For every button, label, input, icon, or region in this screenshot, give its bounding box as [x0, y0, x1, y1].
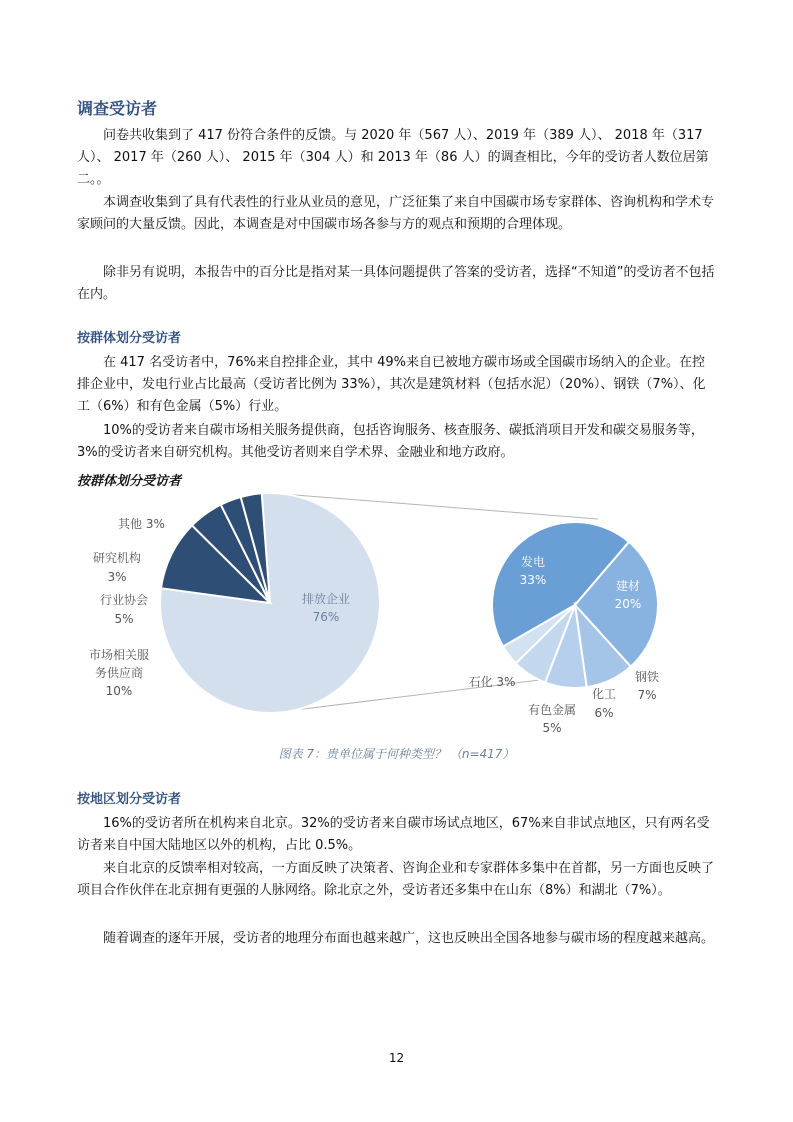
- page-number: 12: [388, 1051, 405, 1065]
- label-service: 市场相关服: [88, 648, 150, 662]
- label-nonferrous-value: 5%: [542, 721, 562, 735]
- label-building-materials: 建材: [615, 579, 641, 593]
- figure-caption: 图表 7：贵单位属于何种类型？ （n=417）: [278, 747, 515, 761]
- label-power: 发电: [520, 555, 546, 569]
- respondent-group-pie-chart: [0, 490, 793, 740]
- label-association: 行业协会: [99, 593, 149, 607]
- region-paragraph: 随着调查的逐年开展，受访者的地理分布面也越来越广，这也反映出全国各地参与碳市场的程度越来越高。: [103, 931, 715, 946]
- label-service-line2: 务供应商: [94, 666, 144, 680]
- label-association-value: 5%: [114, 612, 134, 626]
- section-title: 调查受访者: [77, 99, 158, 118]
- label-service-value: 10%: [105, 684, 133, 698]
- label-other: 其他 3%: [118, 517, 165, 531]
- label-steel-value: 7%: [637, 688, 657, 702]
- label-chemical: 化工: [591, 687, 617, 701]
- label-building-materials-value: 20%: [614, 597, 642, 611]
- label-emission-enterprise-value: 76%: [312, 610, 340, 624]
- region-heading: 按地区划分受访者: [77, 792, 182, 807]
- label-nonferrous: 有色金属: [527, 703, 577, 717]
- label-emission-enterprise: 排放企业: [301, 592, 351, 606]
- chart-title: 按群体划分受访者: [77, 474, 182, 489]
- label-chemical-value: 6%: [594, 706, 614, 720]
- label-power-value: 33%: [519, 573, 547, 587]
- region-paragraph: 来自北京的反馈率相对较高，一方面反映了决策者、咨询企业和专家群体多集中在首都，另一方面也反映了项目合作伙伴在北京拥有更强的人脉网络。除北京之外，受访者还多集中在山东（8%）和湖北（7%）。: [77, 861, 715, 898]
- label-petrochemical: 石化 3%: [468, 675, 516, 689]
- label-research: 研究机构: [92, 551, 142, 565]
- intro-paragraph: 问卷共收集到了 417 份符合条件的反馈。与 2020 年（567 人）、2019 年（389 人）、 2018 年（317 人）、 2017 年（260 人）、 2015 年（304 人）和 2013 年（86 人）的调查相比，今年的受访者人数位居第二。。: [77, 128, 709, 187]
- intro-paragraph: 本调查收集到了具有代表性的行业从业员的意见，广泛征集了来自中国碳市场专家群体、咨询机构和学术专家顾问的大量反馈。因此，本调查是对中国碳市场各参与方的观点和预期的合理体现。: [77, 195, 715, 232]
- region-paragraph: 16%的受访者所在机构来自北京。32%的受访者来自碳市场试点地区，67%来自非试点地区，只有两名受访者来自中国大陆地区以外的机构，占比 0.5%。: [77, 816, 710, 853]
- label-research-value: 3%: [107, 570, 127, 584]
- group-paragraph: 在 417 名受访者中，76%来自控排企业，其中 49%来自已被地方碳市场或全国碳市场纳入的企业。在控排企业中，发电行业占比最高（受访者比例为 33%），其次是建筑材料（包括水泥）（20%）、钢铁（7%）、化工（6%）和有色金属（5%）行业。: [77, 355, 706, 414]
- group-heading: 按群体划分受访者: [77, 331, 182, 346]
- label-steel: 钢铁: [634, 670, 660, 684]
- group-paragraph: 10%的受访者来自碳市场相关服务提供商，包括咨询服务、核查服务、碳抵消项目开发和碳交易服务等，3%的受访者来自研究机构。其他受访者则来自学术界、金融业和地方政府。: [77, 423, 704, 460]
- intro-paragraph: 除非另有说明，本报告中的百分比是指对某一具体问题提供了答案的受访者，选择“不知道”的受访者不包括在内。: [77, 265, 715, 302]
